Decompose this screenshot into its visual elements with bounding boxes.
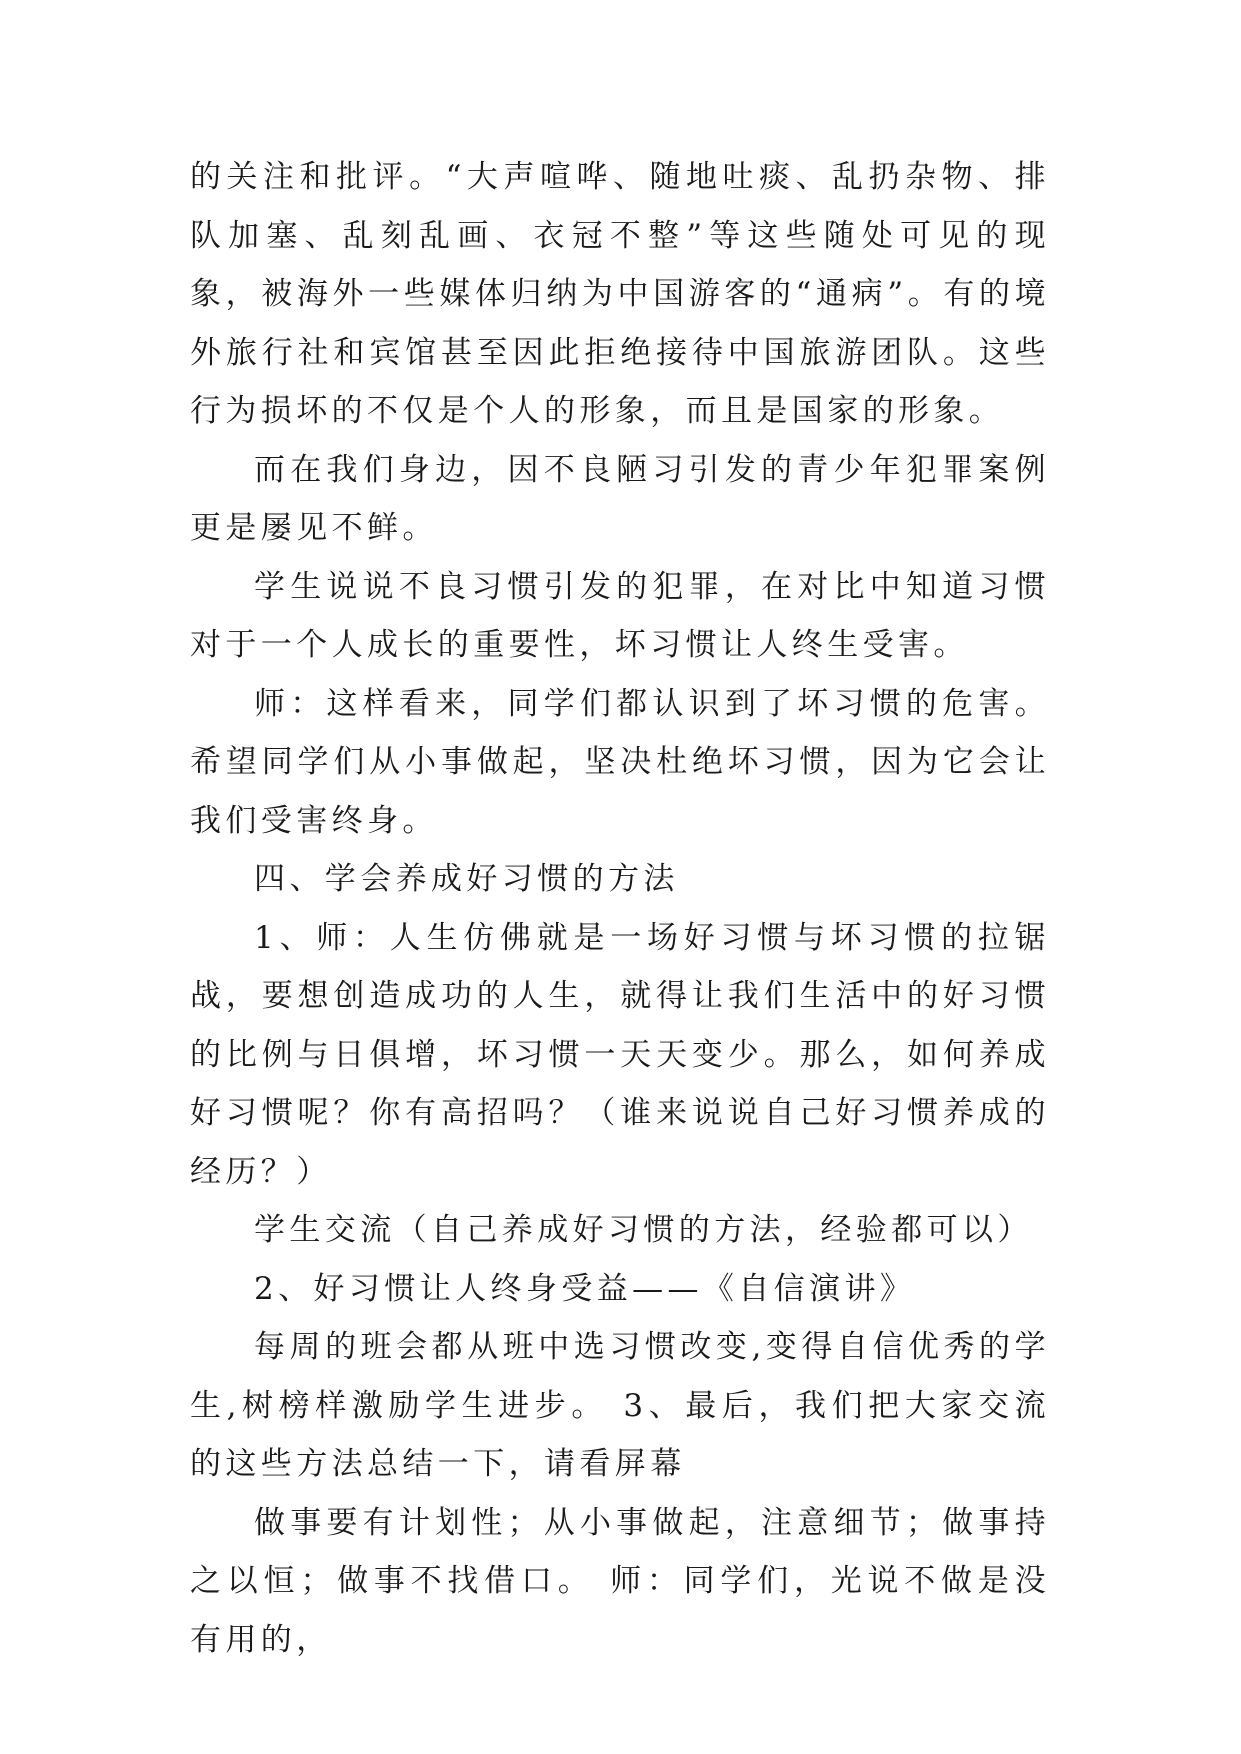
paragraph-10: 做事要有计划性；从小事做起，注意细节；做事持之以恒；做事不找借口。 师：同学们，光说不做是没有用的， xyxy=(190,1504,1050,1658)
document-body xyxy=(190,148,1050,1669)
paragraph-9: 每周的班会都从班中选习惯改变,变得自信优秀的学生,树榜样激励学生进步。 3、最后，我们把大家交流的这些方法总结一下，请看屏幕 xyxy=(190,1329,1050,1482)
paragraph-3: 学生说说不良习惯引发的犯罪，在对比中知道习惯对于一个人成长的重要性，坏习惯让人终生受害。 xyxy=(190,568,1050,663)
paragraph-7: 学生交流（自己养成好习惯的方法，经验都可以） xyxy=(254,1212,1033,1248)
section-heading: 四、学会养成好习惯的方法 xyxy=(254,861,679,897)
paragraph-1: 的关注和批评。“大声喧哗、随地吐痰、乱扔杂物、排队加塞、乱刻乱画、衣冠不整”等这些随处可见的现象，被海外一些媒体归纳为中国游客的“通病”。有的境外旅行社和宾馆甚至因此拒绝接待中国旅游团队。这些行为损坏的不仅是个人的形象，而且是国家的形象。 xyxy=(190,159,1050,429)
paragraph-8: 2、好习惯让人终身受益——《自信演讲》 xyxy=(254,1270,916,1307)
paragraph-6: 1、师：人生仿佛就是一场好习惯与坏习惯的拉锯战，要想创造成功的人生，就得让我们生活中的好习惯的比例与日俱增，坏习惯一天天变少。那么，如何养成好习惯呢？你有高招吗？（谁来说说自己好习惯养成的经历？） xyxy=(190,919,1050,1190)
paragraph-2: 而在我们身边，因不良陋习引发的青少年犯罪案例更是屡见不鲜。 xyxy=(190,451,1050,546)
paragraph-4: 师：这样看来，同学们都认识到了坏习惯的危害。希望同学们从小事做起，坚决杜绝坏习惯，因为它会让我们受害终身。 xyxy=(190,685,1050,839)
